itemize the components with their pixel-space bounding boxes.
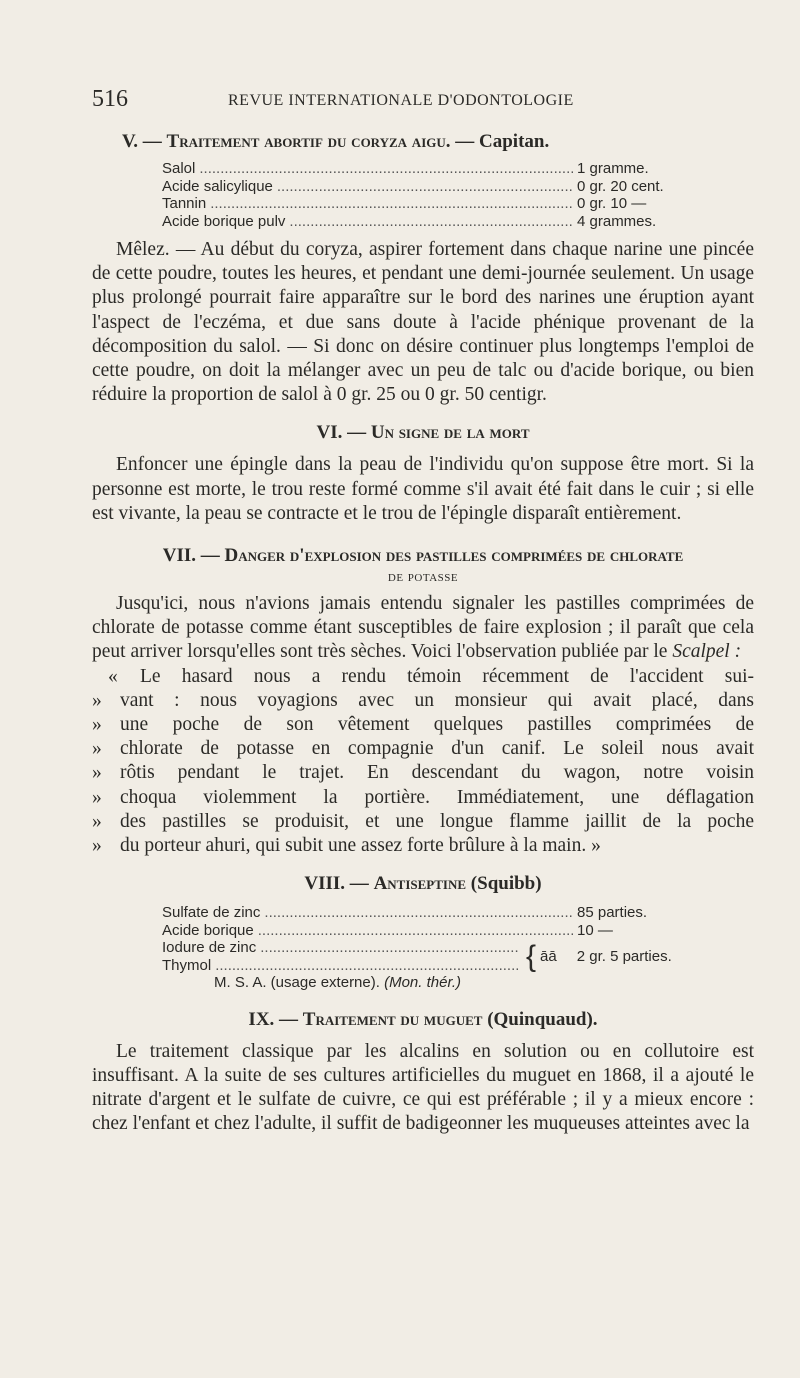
ingredient-name: Acide salicylique (162, 177, 273, 195)
section-ix-author: (Quinquaud). (487, 1008, 598, 1030)
bracket-qty: 2 gr. 5 parties. (576, 948, 672, 966)
ingredient-qty: 4 grammes. (577, 212, 657, 230)
formula-text: M. S. A. (usage externe). (214, 974, 380, 992)
curly-brace: { (526, 939, 537, 973)
quote-mark: » (92, 738, 102, 760)
leader-dots (258, 922, 573, 940)
section-v-heading (122, 130, 754, 154)
ingredient-qty: 0 gr. 10 — (577, 195, 647, 212)
ingredient-name: Acide borique pulv (162, 212, 286, 230)
section-v-title: Traitement abortif du coryza aigu. (166, 131, 451, 152)
formula-source: (Mon. thér.) (384, 974, 462, 992)
section-vii-title-line-2: de potasse (387, 569, 459, 586)
bracketed-ingredients (162, 939, 702, 974)
ana-symbol: āā (540, 948, 557, 966)
quote-mark: » (92, 810, 102, 832)
section-vii-title: Danger d'explosion des pastilles comprimées de chlorate (224, 545, 684, 567)
quote-text: chlorate de potasse en compagnie d'un canif. Le soleil nous avait (120, 738, 754, 760)
quote-text: vant : nous voyagions avec un monsieur qui avait placé, dans (120, 689, 754, 711)
section-vi (92, 421, 754, 526)
document-page (92, 86, 754, 1137)
ingredient-name: Acide borique (162, 921, 254, 939)
quote-mark: « (108, 665, 118, 687)
ingredient-qty: 0 gr. 20 cent. (577, 177, 664, 195)
section-viii-title: Antiseptine (373, 873, 467, 895)
section-ix-number: IX. — (248, 1008, 299, 1030)
recipe-row (162, 160, 702, 178)
ingredient-name: Iodure de zinc (162, 939, 257, 957)
ingredient-qty: 85 parties. (577, 904, 648, 922)
section-v-recipe (162, 160, 702, 230)
section-vii-quote (92, 665, 754, 859)
quote-text: des pastilles se produisit, et une longue flamme jaillit de la poche (120, 810, 754, 832)
section-ix-heading (92, 1008, 754, 1032)
section-v-author: — Capitan. (455, 131, 550, 152)
quote-line (92, 761, 754, 785)
quote-line (92, 665, 754, 689)
page-number: 516 (92, 86, 128, 112)
recipe-row (162, 195, 702, 213)
section-viii-number: VIII. — (304, 873, 369, 895)
section-ix (92, 1008, 754, 1137)
leader-dots (277, 178, 573, 196)
quote-text: rôtis pendant le trajet. En descendant du wagon, notre voisin (120, 762, 754, 784)
section-v (92, 130, 754, 407)
ingredient-name: Salol (162, 160, 196, 177)
leader-dots (215, 957, 518, 975)
quote-text: une poche de son vêtement quelques pastilles comprimées de (120, 714, 754, 736)
section-ix-paragraph: Le traitement classique par les alcalins en solution ou en collutoire est insuffisant. A la suite de ses cultures artificielles du muguet en 1868, il a ajouté le nitrate d'argent et le sulfate de cuivre, ce qui est préférable ; il y a mieux encore : chez l'enfant et chez l'adulte, il suffit de badigeonner les muqueuses atteintes avec la (92, 1040, 754, 1135)
section-v-paragraph: Mêlez. — Au début du coryza, aspirer fortement dans chaque narine une pincée de cette poudre, toutes les heures, et pendant une demi-journée seulement. Un usage plus prolongé pourrait faire apparaître sur le bord des narines une éruption ayant l'aspect de l'eczéma, et due sans doute à l'acide phénique provenant de la décomposition du salol. — Si donc on désire continuer plus longtemps l'emploi de cette poudre, on doit la mélanger avec un peu de talc ou d'acide borique, ou bien réduire la proportion de salol à 0 gr. 25 ou 0 gr. 50 centigr. (92, 239, 754, 406)
running-title: REVUE INTERNATIONALE D'ODONTOLOGIE (228, 92, 574, 109)
section-viii-author: (Squibb) (470, 873, 542, 895)
quote-mark: » (92, 762, 102, 784)
quote-line (92, 834, 754, 858)
leader-dots (260, 939, 518, 957)
quote-line (92, 786, 754, 810)
ingredient-qty: 10 — (577, 921, 613, 939)
quote-line (92, 689, 754, 713)
section-vi-title: Un signe de la mort (370, 422, 530, 444)
leader-dots (289, 213, 573, 231)
recipe-row (162, 939, 522, 957)
leader-dots (210, 195, 573, 213)
section-ix-title: Traitement du muguet (302, 1008, 483, 1030)
section-vii-paragraph-text: Jusqu'ici, nous n'avions jamais entendu signaler les pastilles comprimées de chlorate de potasse comme étant susceptibles de faire explosion ; il paraît que cela peut arriver lorsqu'elles sont très sèches. Voici l'observation publiée par le (92, 593, 754, 663)
recipe-row (162, 922, 702, 940)
quote-mark: » (92, 835, 102, 857)
section-viii (92, 872, 754, 992)
quote-text: Le hasard nous a rendu témoin récemment de l'accident sui- (140, 665, 754, 687)
section-vi-paragraph: Enfoncer une épingle dans la peau de l'individu qu'on suppose être mort. Si la personne est morte, le trou reste formé comme s'il avait été fait dans le cuir ; si elle est vivante, la peau se contracte et le trou de l'épingle disparaît entièrement. (92, 454, 754, 524)
quote-line (92, 737, 754, 761)
bracket-names (162, 939, 522, 974)
section-vii-source: Scalpel : (672, 641, 742, 663)
quote-mark: » (92, 786, 102, 808)
section-vi-heading (92, 421, 754, 445)
section-viii-formula (214, 974, 702, 992)
section-vii (92, 544, 754, 858)
ingredient-name: Tannin (162, 195, 207, 212)
recipe-row (162, 957, 522, 975)
quote-mark: » (92, 689, 102, 711)
leader-dots (199, 160, 573, 178)
section-viii-heading (92, 872, 754, 896)
quote-line (92, 713, 754, 737)
section-viii-recipe (162, 904, 702, 992)
quote-text: du porteur ahuri, qui subit une assez forte brûlure à la main. » (120, 835, 601, 857)
page-header (92, 86, 754, 120)
section-vii-paragraph (92, 592, 754, 665)
ingredient-qty: 1 gramme. (577, 160, 649, 177)
quote-line (92, 810, 754, 834)
recipe-row (162, 213, 702, 231)
section-vii-number: VII. — (162, 545, 220, 567)
quote-text: choqua violemment la portière. Immédiatement, une déflagation (120, 786, 754, 808)
leader-dots (264, 904, 573, 922)
section-v-number: V. — (122, 131, 162, 152)
section-vi-number: VI. — (316, 422, 367, 444)
quote-mark: » (92, 714, 102, 736)
recipe-row (162, 904, 702, 922)
ingredient-name: Thymol (162, 956, 212, 974)
recipe-row (162, 178, 702, 196)
section-vii-heading (92, 544, 754, 568)
ingredient-name: Sulfate de zinc (162, 904, 261, 922)
